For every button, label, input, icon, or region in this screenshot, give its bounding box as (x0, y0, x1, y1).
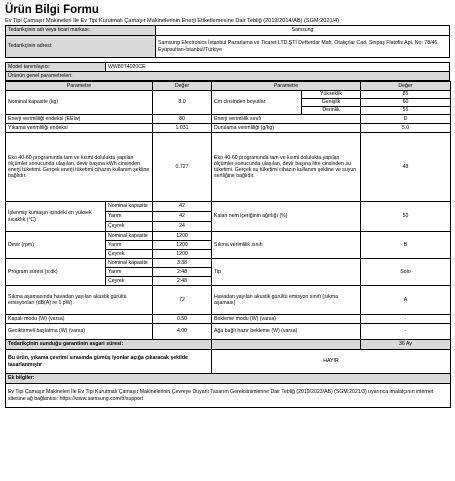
spin-full-label: Nominal kapasite (106, 232, 153, 241)
capacity-label: Nominal kapasite (kg) (6, 91, 153, 115)
spin-class-value: B (361, 232, 451, 259)
duration-full-value: 3:38 (153, 259, 212, 268)
spin-full-value: 1200 (153, 232, 212, 241)
col-header-value-left: Değer (153, 82, 212, 91)
width-value: 60 (361, 99, 451, 107)
noise-class-value: A (361, 286, 451, 315)
page-title: Ürün Bilgi Formu (5, 4, 99, 16)
duration-half-value: 2:48 (153, 268, 212, 277)
temp-half-label: Yarım (106, 212, 153, 222)
spin-speed-label: Devir (rpm) (6, 232, 106, 259)
silver-ions-label: Bu ürün, yıkama çevrimi sırasında gümüş iyonlar açığa çıkaracak şekilde tasarlanmıştır (6, 350, 212, 374)
delay-start-value: 4.00 (153, 324, 212, 340)
energy-class-value: D (361, 115, 451, 124)
temp-quarter-value: 24 (153, 222, 212, 232)
energy-class-label: Enerji verimlilik sınıfı (212, 115, 361, 124)
wash-index-value: 1.031 (153, 124, 212, 133)
max-temp-label: İşlenmiş kumaşın içindeki en yüksek sıcaklık (°C) (6, 202, 106, 232)
temp-half-value: 42 (153, 212, 212, 222)
supplier-table (5, 25, 450, 58)
model-value: WW80T4020CE (106, 63, 450, 72)
params-table (5, 81, 451, 408)
extra-info-text: Ev Tipi Çamaşır Makineleri İle Ev Tipi Kurutmalı Çamaşır Makinelerinin Çevreye Duyarlı Tasarım Gereksinimlerine Dair Tebliğ (2019/2023/AB) (SGM:2021/3) uyarınca imalatçının internet sitesine ağ bağlantısı: https://www.samsung.com/tr/support (6, 384, 451, 408)
model-label: Model tanımlayıcı: (6, 63, 106, 72)
depth-label: Derinlik (302, 107, 361, 115)
general-params-header: Ürünün genel parametreleri: (6, 72, 450, 81)
height-value: 85 (361, 91, 451, 99)
dims-label: Cm cinsinden boyutlar (212, 91, 302, 115)
temp-full-label: Nominal kapasite (106, 202, 153, 212)
depth-value: 55 (361, 107, 451, 115)
energy-consumption-value: 0.727 (153, 133, 212, 202)
noise-emission-value: 72 (153, 286, 212, 315)
supplier-name-value: Samsung (156, 26, 450, 36)
supplier-name-label: Tedarikçinin adı veya ticari markası: (6, 26, 156, 36)
moisture-label: Kalan nem içeriğinin ağırlığı (%) (212, 202, 361, 232)
network-standby-value: - (361, 324, 451, 340)
col-header-param-right: Parametre (212, 82, 361, 91)
spin-half-value: 1200 (153, 241, 212, 250)
product-info-sheet (5, 0, 450, 408)
spin-class-label: Sıkma verimlilik sınıfı (212, 232, 361, 259)
eei-value: 80 (153, 115, 212, 124)
col-header-param-left: Parametre (6, 82, 153, 91)
width-label: Genişlik (302, 99, 361, 107)
eei-label: Enerji verimliliği endeksi (EEIw) (6, 115, 153, 124)
supplier-address-label: Tedarikçinin adresi: (6, 36, 156, 58)
type-value: Solo (361, 259, 451, 286)
standby-label: Bekleme modu (W) (varsa) (212, 315, 361, 324)
off-mode-value: 0.50 (153, 315, 212, 324)
duration-full-label: Nominal kapasite (106, 259, 153, 268)
height-label: Yükseklik (302, 91, 361, 99)
water-consumption-value: 48 (361, 133, 451, 202)
capacity-value: 8.0 (153, 91, 212, 115)
spin-quarter-label: Çeyrek (106, 250, 153, 259)
rinse-value: 5.0 (361, 124, 451, 133)
duration-half-label: Yarım (106, 268, 153, 277)
spin-half-label: Yarım (106, 241, 153, 250)
program-duration-label: Program süresi (s:dk) (6, 259, 106, 286)
col-header-value-right: Değer (361, 82, 451, 91)
silver-ions-value: HAYIR (212, 350, 451, 374)
warranty-label: Tedarikçinin sunduğu garantinin asgari süresi: (6, 340, 212, 350)
noise-emission-label: Sıkma aşamasında havadan yayılan akustik gürültü emisyonları (dB(A) re 1 pW) (6, 286, 153, 315)
energy-consumption-label: Eko 40-60 programında tam ve kısmi dolulukta yapılan ölçümler sonucunda ulaşılan, devir başına kWh cinsinden enerji tüketimi. Gerçek enerji tüketimi cihazın kullanım şekline bağlıdır. (6, 133, 153, 202)
spin-quarter-value: 1200 (153, 250, 212, 259)
temp-quarter-label: Çeyrek (106, 222, 153, 232)
model-table (5, 62, 450, 81)
wash-index-label: Yıkama verimliliği endeksi (6, 124, 153, 133)
delay-start-label: Geciktirmeli başlatma (W) (varsa) (6, 324, 153, 340)
rinse-label: Durulama verimliliği (g/kg) (212, 124, 361, 133)
extra-info-header: Ek bilgiler: (6, 374, 451, 384)
moisture-value: 50 (361, 202, 451, 232)
supplier-address-value: Samsung Electronics İstanbul Pazarlama ve Ticaret LTD.ŞTİ Defterdar Mah. Otakçılar Cad. Sinpaş Flatofis Apt. No: 78/46 Eyüpsultan-İstanbul/Türkiye (156, 36, 450, 58)
noise-class-label: Havadan yayılan akustik gürültü emisyon sınıfı (sıkma aşaması) (212, 286, 361, 315)
warranty-value: 36 Ay (361, 340, 451, 350)
type-label: Tip (212, 259, 361, 286)
duration-quarter-label: Çeyrek (106, 277, 153, 286)
off-mode-label: Kapalı modu (W) (varsa) (6, 315, 153, 324)
page-subtitle: Ev Tipi Çamaşır Makineleri İle Ev Tipi Kurutmalı Çamaşır Makinelerinin Enerji Etiketlemesine Dair Tebliğ (2019/2014/AB) (SGM:2021/4) (5, 18, 340, 24)
network-standby-label: Ağa bağlı hazır bekleme (W) (varsa) (212, 324, 361, 340)
water-consumption-label: Eko 40-60 programında tam ve kısmi dolulukta yapılan ölçümler sonucunda ulaşılan, devir başına litre cinsinden su tüketimi. Gerçek su tüketimi cihazın kullanım şekline ve suyun sertliğine bağlıdır. (212, 133, 361, 202)
duration-quarter-value: 2:48 (153, 277, 212, 286)
standby-value: - (361, 315, 451, 324)
temp-full-value: 42 (153, 202, 212, 212)
